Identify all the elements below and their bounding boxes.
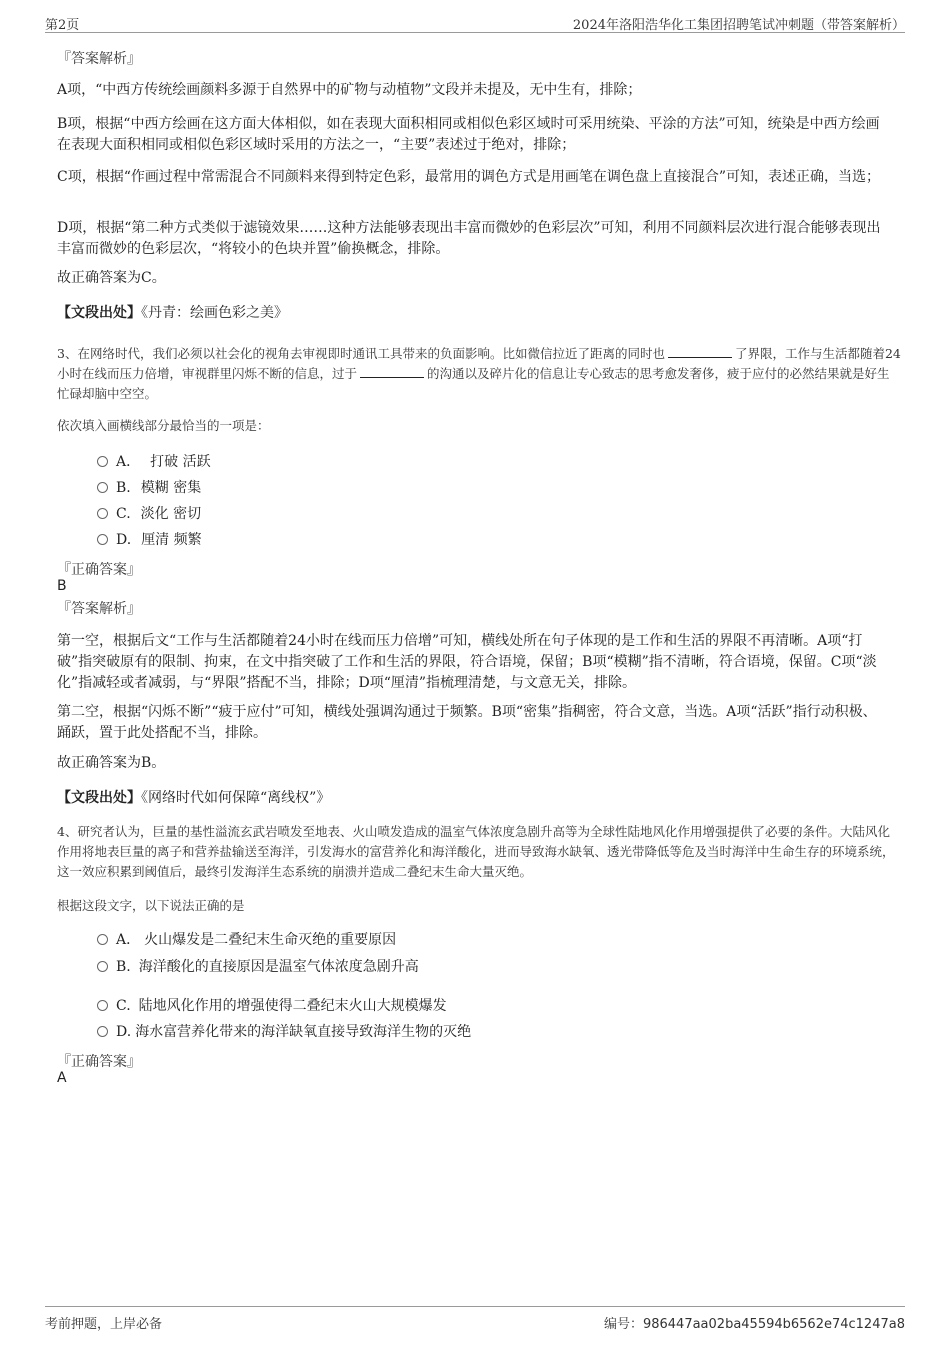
q2-conclusion: 故正确答案为C。 xyxy=(57,270,166,286)
page-footer xyxy=(45,1306,905,1332)
q3-stem-part2: 了界限，工作与生活都随着24小时在线而压力倍增，审视群里闪烁不断的信息，过于 xyxy=(57,346,901,381)
q3-stem xyxy=(57,344,902,404)
radio-icon[interactable] xyxy=(97,508,108,519)
q2-analysis-label: 『答案解析』 xyxy=(57,51,141,67)
q2-analysis-c: C项，根据“作画过程中常需混合不同颜料来得到特定色彩，最常用的调色方式是用画笔在调色盘上直接混合”可知，表述正确，当选； xyxy=(57,169,881,185)
q3-option-b[interactable]: B. 模糊 密集 xyxy=(97,478,201,498)
q4-option-b[interactable]: B. 海洋酸化的直接原因是温室气体浓度急剧升高 xyxy=(97,957,419,977)
radio-icon[interactable] xyxy=(97,1000,108,1011)
q3-analysis-1: 第一空，根据后文“工作与生活都随着24小时在线而压力倍增”可知，横线处所在句子体现的是工作和生活的界限不再清晰。A项“打破”指突破原有的限制、拘束，在文中指突破了工作和生活的界限，符合语境，保留；B项“模糊”指不清晰，符合语境，保留。C项“淡化”指减轻或者减弱，与“界限”搭配不当，排除；D项“厘清”指梳理清楚，与文意无关，排除。 xyxy=(57,633,877,691)
q4-answer: A xyxy=(57,1070,67,1086)
q4-stem: 4、研究者认为，巨量的基性溢流玄武岩喷发至地表、火山喷发造成的温室气体浓度急剧升高等为全球性陆地风化作用增强提供了必要的条件。大陆风化作用将地表巨量的离子和营养盐输送至海洋，引发海水的富营养化和海洋酸化，进而导致海水缺氧、透光带降低等危及当时海洋中生命生存的环境系统，这一效应积累到阈值后，最终引发海洋生态系统的崩溃并造成二叠纪末生命大量灭绝。 xyxy=(57,824,895,879)
q3-option-d[interactable]: D. 厘清 频繁 xyxy=(97,530,202,550)
radio-icon[interactable] xyxy=(97,534,108,545)
q2-analysis-d: D项，根据“第二种方式类似于滤镜效果……这种方法能够表现出丰富而微妙的色彩层次”可知，利用不同颜料层次进行混合能够表现出丰富而微妙的色彩层次，“将较小的色块并置”偷换概念，排除。 xyxy=(57,220,881,257)
source-title: 《丹青：绘画色彩之美》 xyxy=(141,305,288,321)
q3-answer: B xyxy=(57,578,67,594)
blank-1 xyxy=(668,344,732,358)
radio-icon[interactable] xyxy=(97,961,108,972)
q2-analysis-b: B项，根据“中西方绘画在这方面大体相似，如在表现大面积相同或相似色彩区域时可采用统染、平涂的方法”可知，统染是中西方绘画在表现大面积相同或相似色彩区域时采用的方法之一，“主要”表述过于绝对，排除； xyxy=(57,116,880,153)
q3-option-c[interactable]: C. 淡化 密切 xyxy=(97,504,201,524)
source-label: 【文段出处】 xyxy=(57,790,141,806)
q3-conclusion: 故正确答案为B。 xyxy=(57,755,166,771)
id-label: 编号： xyxy=(603,1317,643,1332)
radio-icon[interactable] xyxy=(97,482,108,493)
q3-analysis-2: 第二空，根据“闪烁不断”“疲于应付”可知，横线处强调沟通过于频繁。B项“密集”指稠密，符合文意，当选。A项“活跃”指行动积极、踊跃，置于此处搭配不当，排除。 xyxy=(57,704,877,741)
page-number: 第2页 xyxy=(45,18,80,33)
source-label: 【文段出处】 xyxy=(57,305,141,321)
q3-option-a[interactable]: A． 打破 活跃 xyxy=(97,452,211,472)
q3-analysis-label: 『答案解析』 xyxy=(57,601,141,617)
radio-icon[interactable] xyxy=(97,934,108,945)
q4-option-a[interactable]: A． 火山爆发是二叠纪末生命灭绝的重要原因 xyxy=(97,930,396,950)
document-id xyxy=(604,1313,905,1332)
id-value: 986447aa02ba45594b6562e74c1247a8 xyxy=(642,1317,905,1332)
q3-instruction: 依次填入画横线部分最恰当的一项是： xyxy=(57,418,270,433)
q3-stem-part1: 3、在网络时代，我们必须以社会化的视角去审视即时通讯工具带来的负面影响。比如微信拉近了距离的同时也 xyxy=(57,346,665,361)
q4-option-d[interactable]: D. 海水富营养化带来的海洋缺氧直接导致海洋生物的灭绝 xyxy=(97,1022,471,1042)
blank-2 xyxy=(360,364,424,378)
q3-source xyxy=(57,787,330,807)
source-title: 《网络时代如何保障“离线权”》 xyxy=(141,790,331,806)
footer-slogan: 考前押题，上岸必备 xyxy=(45,1317,163,1332)
radio-icon[interactable] xyxy=(97,456,108,467)
q2-source xyxy=(57,302,288,322)
q4-answer-label: 『正确答案』 xyxy=(57,1054,141,1070)
q3-stem-part3: 的沟通以及碎片化的信息让专心致志的思考愈发奢侈，疲于应付的必然结果就是好生忙碌却脑中空空。 xyxy=(57,366,890,401)
page-header xyxy=(45,12,905,33)
q2-analysis-a: A项，“中西方传统绘画颜料多源于自然界中的矿物与动植物”文段并未提及，无中生有，排除； xyxy=(57,82,642,98)
q3-answer-label: 『正确答案』 xyxy=(57,562,141,578)
document-title: 2024年洛阳浩华化工集团招聘笔试冲刺题（带答案解析） xyxy=(572,18,905,33)
q4-option-c[interactable]: C. 陆地风化作用的增强使得二叠纪末火山大规模爆发 xyxy=(97,996,447,1016)
radio-icon[interactable] xyxy=(97,1026,108,1037)
q4-instruction: 根据这段文字，以下说法正确的是 xyxy=(57,898,245,913)
